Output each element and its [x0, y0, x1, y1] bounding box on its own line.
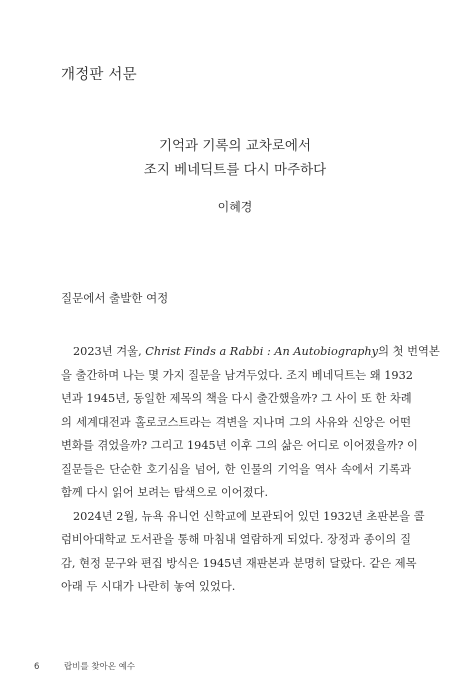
- paragraph-line: 의 세계대전과 홀로코스트라는 격변을 지나며 그의 사유와 신앙은 어떤: [61, 415, 411, 429]
- running-title: 랍비를 찾아온 예수: [64, 662, 136, 672]
- paragraph-line: 질문들은 단순한 호기심을 넘어, 한 인물의 기억을 역사 속에서 기록과: [61, 462, 411, 476]
- paragraph-line: 럼비아대학교 도서관을 통해 마침내 열람하게 되었다. 장정과 종이의 질: [61, 533, 411, 546]
- book-title-italic: Christ Finds a Rabbi : An Autobiography: [145, 345, 379, 358]
- paragraph-line: 을 출간하며 나는 몇 가지 질문을 남겨두었다. 조지 베네딕트는 왜 1932: [61, 368, 413, 382]
- paragraph-line: 2024년 2월, 뉴욕 유니언 신학교에 보관되어 있던 1932년 초판본을 콜: [73, 509, 425, 523]
- paragraph-line: 년과 1945년, 동일한 제목의 책을 다시 출간했을까? 그 사이 또 한 차례: [61, 392, 412, 405]
- title-line-2: 조지 베네딕트를 다시 마주하다: [143, 162, 327, 178]
- page-number: 6: [34, 662, 40, 672]
- author-name: 이혜경: [217, 200, 253, 214]
- preface-title: [0, 134, 470, 182]
- paragraph-line: 함께 다시 읽어 보려는 탐색으로 이어졌다.: [61, 486, 269, 499]
- body-text: [61, 340, 440, 599]
- paragraph-text: 2023년 겨울,: [73, 345, 146, 358]
- paragraph-text: 의 첫 번역본: [378, 345, 440, 358]
- paragraph-line: 감, 현정 문구와 편집 방식은 1945년 재판본과 분명히 달랐다. 같은 제목: [61, 556, 417, 570]
- paragraph-2: [61, 505, 425, 599]
- section-label: 개정판 서문: [61, 67, 137, 83]
- paragraph-line: 아래 두 시대가 나란히 놓여 있었다.: [61, 580, 236, 593]
- paragraph-line: 변화를 겪었을까? 그리고 1945년 이후 그의 삶은 어디로 이어졌을까? 이: [61, 439, 418, 452]
- title-line-1: 기억과 기록의 교차로에서: [158, 138, 312, 154]
- page-footer: [34, 660, 135, 672]
- paragraph-1: [61, 340, 440, 505]
- paragraph-line: [61, 340, 440, 364]
- subheading: 질문에서 출발한 여정: [61, 291, 169, 305]
